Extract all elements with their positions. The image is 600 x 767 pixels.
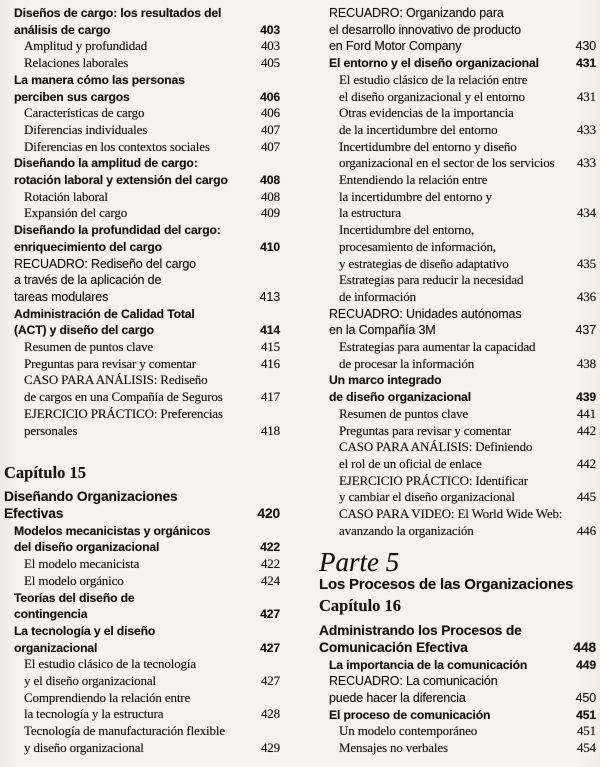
toc-entry-line bbox=[339, 272, 596, 289]
toc-entry-line bbox=[14, 306, 280, 323]
toc-entry-text: Modelos mecanicistas y orgánicos bbox=[14, 523, 211, 538]
toc-entry-text: RECUADRO: Rediseño del cargo bbox=[14, 256, 196, 271]
toc-entry-text: Preguntas para revisar y comentar bbox=[24, 355, 196, 371]
toc-entry bbox=[319, 306, 596, 339]
toc-entry bbox=[4, 623, 280, 656]
toc-entry bbox=[4, 556, 280, 573]
toc-entry-text: de procesar la información bbox=[339, 355, 475, 371]
toc-entry-text: enriquecimiento del cargo bbox=[14, 239, 162, 254]
toc-entry-line bbox=[329, 5, 596, 22]
toc-entry bbox=[319, 547, 596, 577]
toc-entry-line bbox=[329, 372, 596, 389]
toc-page-number: 436 bbox=[576, 288, 596, 304]
toc-page-number: 429 bbox=[260, 739, 280, 755]
toc-entry bbox=[319, 406, 596, 423]
toc-entry-text: Administración de Calidad Total bbox=[14, 306, 195, 321]
toc-page-number: 451 bbox=[576, 723, 596, 739]
toc-page-number: 433 bbox=[576, 121, 596, 137]
toc-entry bbox=[4, 72, 280, 105]
toc-page-number: 454 bbox=[576, 740, 596, 756]
toc-entry-text: Diferencias individuales bbox=[24, 121, 148, 137]
toc-entry-line bbox=[14, 590, 280, 607]
toc-entry-text: el diseño organizacional y el entorno bbox=[339, 88, 525, 104]
toc-entry-text: rotación laboral y extensión del cargo bbox=[14, 173, 228, 188]
toc-entry-text: EJERCICIO PRÁCTICO: Identificar bbox=[339, 472, 528, 488]
toc-entry-line bbox=[319, 577, 596, 594]
toc-entry-text: El estudio clásico de la relación entre bbox=[339, 71, 528, 87]
toc-entry bbox=[319, 5, 596, 55]
toc-entry-line bbox=[14, 222, 280, 239]
toc-entry-text: Estrategias para aumentar la capacidad bbox=[339, 339, 536, 355]
toc-entry-line bbox=[319, 623, 596, 640]
toc-entry bbox=[4, 573, 280, 590]
toc-entry bbox=[319, 439, 596, 472]
toc-entry-line bbox=[339, 489, 596, 506]
toc-entry-line bbox=[4, 463, 280, 483]
toc-page-number: 448 bbox=[573, 639, 596, 655]
toc-entry-text: CASO PARA ANÁLISIS: Rediseño bbox=[24, 372, 208, 388]
toc-entry bbox=[4, 306, 280, 339]
toc-entry-text: RECUADRO: Unidades autónomas bbox=[329, 306, 522, 321]
toc-entry-line bbox=[24, 205, 280, 222]
toc-entry-text: Diseñando Organizaciones bbox=[4, 489, 178, 505]
toc-entry-text: Estrategias para reducir la necesidad bbox=[339, 272, 524, 288]
toc-entry-text: de la incertidumbre del entorno bbox=[339, 121, 498, 137]
toc-entry-line bbox=[14, 272, 280, 289]
toc-entry-text: Entendiendo la relación entre bbox=[339, 172, 488, 188]
toc-entry-text: RECUADRO: Organizando para bbox=[329, 6, 504, 20]
toc-entry-line bbox=[329, 306, 596, 323]
toc-entry-text: Administrando los Procesos de bbox=[319, 623, 522, 639]
toc-entry bbox=[4, 38, 280, 55]
toc-entry-text: la incertidumbre del entorno y bbox=[339, 188, 492, 204]
toc-page-number: 406 bbox=[260, 105, 280, 121]
toc-entry-line bbox=[14, 155, 280, 172]
toc-entry-text: El proceso de comunicación bbox=[329, 707, 491, 722]
toc-entry-text: Resumen de puntos clave bbox=[24, 339, 154, 355]
toc-entry-text: El entorno y el diseño organizacional bbox=[329, 56, 539, 71]
toc-page-number: 427 bbox=[260, 640, 280, 655]
toc-entry-line bbox=[24, 656, 280, 673]
toc-entry-line bbox=[24, 723, 280, 740]
toc-entry-line bbox=[339, 723, 596, 740]
toc-entry-line bbox=[319, 547, 596, 577]
toc-entry-line bbox=[24, 55, 280, 72]
toc-entry-line bbox=[329, 707, 596, 724]
toc-entry-line bbox=[14, 640, 280, 657]
toc-entry bbox=[319, 657, 596, 674]
toc-entry-text: Relaciones laborales bbox=[24, 55, 129, 71]
toc-entry-line bbox=[329, 55, 596, 72]
toc-page-number: 442 bbox=[576, 422, 596, 438]
toc-page-number: 438 bbox=[576, 355, 596, 371]
toc-entry bbox=[4, 5, 280, 38]
toc-entry-line bbox=[329, 657, 596, 674]
toc-entry-line bbox=[339, 205, 596, 222]
toc-entry-text: El estudio clásico de la tecnología bbox=[24, 656, 196, 672]
toc-entry-text: Comprendiendo la relación entre bbox=[24, 689, 191, 705]
toc-entry-text: en Ford Motor Company bbox=[329, 39, 462, 54]
toc-entry-line bbox=[14, 256, 280, 273]
toc-entry bbox=[319, 673, 596, 706]
toc-entry-text: de diseño organizacional bbox=[329, 390, 472, 405]
toc-entry-line bbox=[24, 122, 280, 139]
toc-entry bbox=[4, 656, 280, 689]
toc-entry-line bbox=[14, 22, 280, 39]
toc-entry bbox=[319, 105, 596, 138]
toc-entry-text: CASO PARA VIDEO: El World Wide Web: bbox=[339, 506, 563, 522]
toc-entry-line bbox=[329, 389, 596, 406]
toc-entry-text: Rotación laboral bbox=[24, 188, 108, 204]
toc-entry-text: el rol de un oficial de enlace bbox=[339, 455, 482, 471]
toc-entry bbox=[4, 489, 280, 522]
toc-entry-text: Características de cargo bbox=[24, 105, 145, 121]
toc-entry-text: CASO PARA ANÁLISIS: Definiendo bbox=[339, 439, 533, 455]
toc-entry bbox=[319, 139, 596, 172]
toc-page-number: 435 bbox=[576, 255, 596, 271]
toc-entry-line bbox=[329, 673, 596, 690]
toc-entry-text: y estrategias de diseño adaptativo bbox=[339, 255, 509, 271]
toc-entry bbox=[319, 72, 596, 105]
toc-page-number: 409 bbox=[260, 205, 280, 221]
toc-page-number: 408 bbox=[260, 188, 280, 204]
toc-entry-text: Resumen de puntos clave bbox=[339, 405, 469, 421]
toc-entry-text: Diseños de cargo: los resultados del bbox=[14, 6, 222, 20]
toc-entry bbox=[4, 155, 280, 188]
toc-page-number: 407 bbox=[260, 138, 280, 154]
toc-entry-line bbox=[339, 256, 596, 273]
toc-entry bbox=[4, 55, 280, 72]
toc-entry-text: del diseño organizacional bbox=[14, 540, 160, 555]
toc-entry-text: y diseño organizacional bbox=[24, 739, 144, 755]
toc-entry-text: en la Compañía 3M bbox=[329, 323, 436, 338]
toc-page-number: 439 bbox=[576, 390, 596, 405]
toc-entry bbox=[319, 423, 596, 440]
toc-entry-text: Diseñando la amplitud de cargo: bbox=[14, 156, 198, 171]
toc-entry-text: y cambiar el diseño organizacional bbox=[339, 489, 515, 505]
toc-entry bbox=[319, 55, 596, 72]
toc-entry-text: Los Procesos de las Organizaciones bbox=[319, 575, 574, 593]
toc-entry-text: Capítulo 16 bbox=[319, 596, 402, 616]
toc-entry bbox=[4, 222, 280, 255]
toc-entry-text: Un modelo contemporáneo bbox=[339, 723, 478, 739]
toc-entry-text: contingencia bbox=[14, 607, 88, 622]
toc-entry-line bbox=[329, 322, 596, 339]
toc-entry-text: y el diseño organizacional bbox=[24, 673, 156, 689]
toc-page-number: 431 bbox=[576, 56, 596, 71]
toc-entry bbox=[4, 356, 280, 373]
toc-entry bbox=[319, 723, 596, 740]
toc-entry-line bbox=[4, 489, 280, 506]
toc-entry-line bbox=[14, 523, 280, 540]
toc-entry-line bbox=[14, 606, 280, 623]
toc-page-number: 445 bbox=[576, 489, 596, 505]
toc-page-number: 424 bbox=[260, 572, 280, 588]
toc-entry-line bbox=[24, 423, 280, 440]
toc-entry-line bbox=[339, 406, 596, 423]
toc-page-number: 420 bbox=[257, 505, 280, 521]
toc-entry-line bbox=[14, 623, 280, 640]
toc-entry-line bbox=[319, 640, 596, 657]
toc-entry-line bbox=[24, 556, 280, 573]
toc-entry-line bbox=[24, 105, 280, 122]
toc-page-number: 434 bbox=[576, 205, 596, 221]
toc-entry-text: de cargos en una Compañía de Seguros bbox=[24, 389, 223, 405]
toc-entry-line bbox=[339, 139, 596, 156]
toc-page-number: 407 bbox=[260, 121, 280, 137]
toc-page-number: 406 bbox=[260, 89, 280, 104]
toc-entry-text: avanzando la organización bbox=[339, 522, 474, 538]
toc-entry-text: puede hacer la diferencia bbox=[329, 691, 466, 706]
toc-entry-line bbox=[339, 155, 596, 172]
toc-entry-text: Preguntas para revisar y comentar bbox=[339, 422, 511, 438]
toc-entry-line bbox=[24, 389, 280, 406]
toc-entry bbox=[4, 105, 280, 122]
toc-page-number: 427 bbox=[260, 607, 280, 622]
toc-entry-text: La manera cómo las personas bbox=[14, 72, 185, 87]
toc-entry-text: de información bbox=[339, 288, 416, 304]
toc-page-number: 415 bbox=[260, 339, 280, 355]
toc-entry-line bbox=[14, 539, 280, 556]
toc-entry-line bbox=[24, 406, 280, 423]
toc-page-number: 451 bbox=[576, 707, 596, 722]
toc-entry-text: Mensajes no verbales bbox=[339, 740, 448, 756]
toc-entry-text: la tecnología y la estructura bbox=[24, 706, 164, 722]
toc-entry-text: Un marco integrado bbox=[329, 373, 442, 388]
toc-entry-line bbox=[24, 740, 280, 757]
toc-entry-text: Efectivas bbox=[4, 505, 64, 521]
toc-entry-text: La tecnología y el diseño bbox=[14, 623, 156, 638]
toc-entry bbox=[4, 122, 280, 139]
toc-column-left bbox=[4, 5, 280, 757]
toc-entry-line bbox=[24, 690, 280, 707]
toc-entry-text: la estructura bbox=[339, 205, 401, 221]
toc-entry-text: Comunicación Efectiva bbox=[319, 639, 468, 655]
toc-entry-text: Otras evidencias de la importancia bbox=[339, 105, 514, 121]
toc-page-number: 422 bbox=[260, 540, 280, 555]
toc-entry-line bbox=[339, 122, 596, 139]
toc-entry bbox=[4, 523, 280, 556]
toc-entry bbox=[319, 506, 596, 539]
toc-entry-line bbox=[14, 172, 280, 189]
toc-entry bbox=[319, 577, 596, 594]
toc-page-number: 422 bbox=[260, 556, 280, 572]
toc-entry-line bbox=[339, 105, 596, 122]
toc-page-number: 430 bbox=[575, 39, 596, 54]
toc-entry bbox=[319, 596, 596, 616]
toc-entry-line bbox=[339, 356, 596, 373]
toc-entry-text: tareas modulares bbox=[14, 289, 109, 304]
toc-entry-text: Capítulo 15 bbox=[4, 463, 87, 483]
toc-page-number: 427 bbox=[260, 673, 280, 689]
toc-entry-line bbox=[24, 356, 280, 373]
toc-entry-text: Diseñando la profundidad del cargo: bbox=[14, 223, 221, 238]
toc-page-number: 410 bbox=[260, 239, 280, 254]
toc-entry bbox=[319, 272, 596, 305]
toc-entry-line bbox=[339, 740, 596, 757]
toc-page-number: 428 bbox=[260, 706, 280, 722]
toc-entry bbox=[4, 406, 280, 439]
toc-entry bbox=[319, 740, 596, 757]
toc-entry-line bbox=[14, 239, 280, 256]
toc-entry bbox=[319, 222, 596, 272]
toc-page-number: 441 bbox=[576, 405, 596, 421]
toc-entry bbox=[319, 339, 596, 372]
toc-entry-line bbox=[24, 372, 280, 389]
toc-page-number: 403 bbox=[260, 22, 280, 37]
toc-column-right bbox=[319, 5, 596, 757]
toc-entry bbox=[319, 623, 596, 656]
toc-entry-line bbox=[339, 289, 596, 306]
toc-entry-text: (ACT) y diseño del cargo bbox=[14, 323, 154, 338]
toc-entry bbox=[319, 707, 596, 724]
toc-entry-line bbox=[339, 423, 596, 440]
toc-entry-line bbox=[14, 322, 280, 339]
toc-entry-text: La importancia de la comunicación bbox=[329, 657, 528, 672]
toc-entry-line bbox=[24, 139, 280, 156]
toc-entry-line bbox=[339, 523, 596, 540]
toc-entry-text: personales bbox=[24, 422, 78, 438]
toc-page-number: 413 bbox=[259, 289, 280, 304]
toc-entry-text: Amplitud y profundidad bbox=[24, 38, 148, 54]
toc-entry bbox=[4, 690, 280, 723]
toc-page-number: 442 bbox=[576, 455, 596, 471]
toc-entry bbox=[4, 189, 280, 206]
toc-entry-text: Incertidumbre del entorno y diseño bbox=[339, 138, 517, 154]
toc-entry-line bbox=[339, 89, 596, 106]
toc-entry-line bbox=[329, 38, 596, 55]
toc-entry-line bbox=[339, 506, 596, 523]
toc-entry-line bbox=[339, 172, 596, 189]
toc-page-number: 408 bbox=[260, 173, 280, 188]
toc-entry-line bbox=[24, 673, 280, 690]
toc-entry-line bbox=[339, 439, 596, 456]
toc-entry-line bbox=[24, 339, 280, 356]
toc-page-number: 449 bbox=[576, 657, 596, 672]
toc-entry-text: Expansión del cargo bbox=[24, 205, 128, 221]
toc-entry-line bbox=[339, 72, 596, 89]
toc-entry-line bbox=[14, 89, 280, 106]
toc-entry-text: el desarrollo innovativo de producto bbox=[329, 22, 521, 37]
toc-entry-text: perciben sus cargos bbox=[14, 89, 130, 104]
toc-entry bbox=[4, 339, 280, 356]
toc-entry-line bbox=[4, 506, 280, 523]
toc-entry bbox=[4, 139, 280, 156]
toc-entry-line bbox=[339, 473, 596, 490]
toc-entry bbox=[319, 172, 596, 222]
toc-page-number: 433 bbox=[576, 155, 596, 171]
toc-entry-text: a través de la aplicación de bbox=[14, 273, 162, 288]
toc-entry-text: El modelo mecanicista bbox=[24, 556, 140, 572]
toc-entry-line bbox=[319, 596, 596, 616]
toc-page-number: 431 bbox=[576, 88, 596, 104]
toc-page-number: 416 bbox=[260, 355, 280, 371]
toc-entry bbox=[319, 473, 596, 506]
toc-entry-line bbox=[24, 573, 280, 590]
toc-entry bbox=[319, 372, 596, 405]
toc-entry-text: organizacional en el sector de los servicios bbox=[339, 155, 555, 171]
toc-entry bbox=[4, 205, 280, 222]
toc-entry bbox=[4, 256, 280, 306]
toc-entry bbox=[4, 723, 280, 756]
toc-entry-line bbox=[339, 189, 596, 206]
toc-entry-text: Tecnología de manufacturación flexible bbox=[24, 723, 225, 739]
toc-entry-line bbox=[24, 189, 280, 206]
toc-entry-text: análisis de cargo bbox=[14, 22, 111, 37]
toc-page-number: 403 bbox=[260, 38, 280, 54]
toc-entry-line bbox=[329, 22, 596, 39]
toc-entry-text: Parte 5 bbox=[319, 546, 400, 577]
toc-entry-line bbox=[14, 289, 280, 306]
toc-page-number: 450 bbox=[575, 691, 596, 706]
toc-entry bbox=[4, 463, 280, 483]
toc-entry-line bbox=[24, 38, 280, 55]
toc-entry-line bbox=[339, 222, 596, 239]
toc-page-number: 437 bbox=[575, 323, 596, 338]
toc-page-number: 405 bbox=[260, 55, 280, 71]
toc-entry bbox=[4, 372, 280, 405]
toc-entry-line bbox=[14, 72, 280, 89]
toc-entry-text: Teorías del diseño de bbox=[14, 590, 135, 605]
toc-entry-text: organizacional bbox=[14, 640, 98, 655]
toc-entry-line bbox=[339, 456, 596, 473]
toc-entry-text: procesamiento de información, bbox=[339, 238, 497, 254]
toc-entry-line bbox=[14, 5, 280, 22]
toc-entry-text: RECUADRO: La comunicación bbox=[329, 674, 498, 689]
toc-page-number: 414 bbox=[260, 323, 280, 338]
toc-entry-text: Diferencias en los contextos sociales bbox=[24, 138, 210, 154]
toc-entry-line bbox=[329, 690, 596, 707]
toc-page-number: 418 bbox=[260, 422, 280, 438]
toc-entry-text: EJERCICIO PRÁCTICO: Preferencias bbox=[24, 405, 223, 421]
toc-entry-line bbox=[339, 339, 596, 356]
toc-entry-text: El modelo orgánico bbox=[24, 572, 124, 588]
toc-page-number: 417 bbox=[260, 389, 280, 405]
toc-entry bbox=[4, 590, 280, 623]
toc-page-number: 446 bbox=[576, 522, 596, 538]
toc-entry-line bbox=[339, 239, 596, 256]
toc-entry-text: Incertidumbre del entorno, bbox=[339, 222, 475, 238]
toc-entry-line bbox=[24, 706, 280, 723]
